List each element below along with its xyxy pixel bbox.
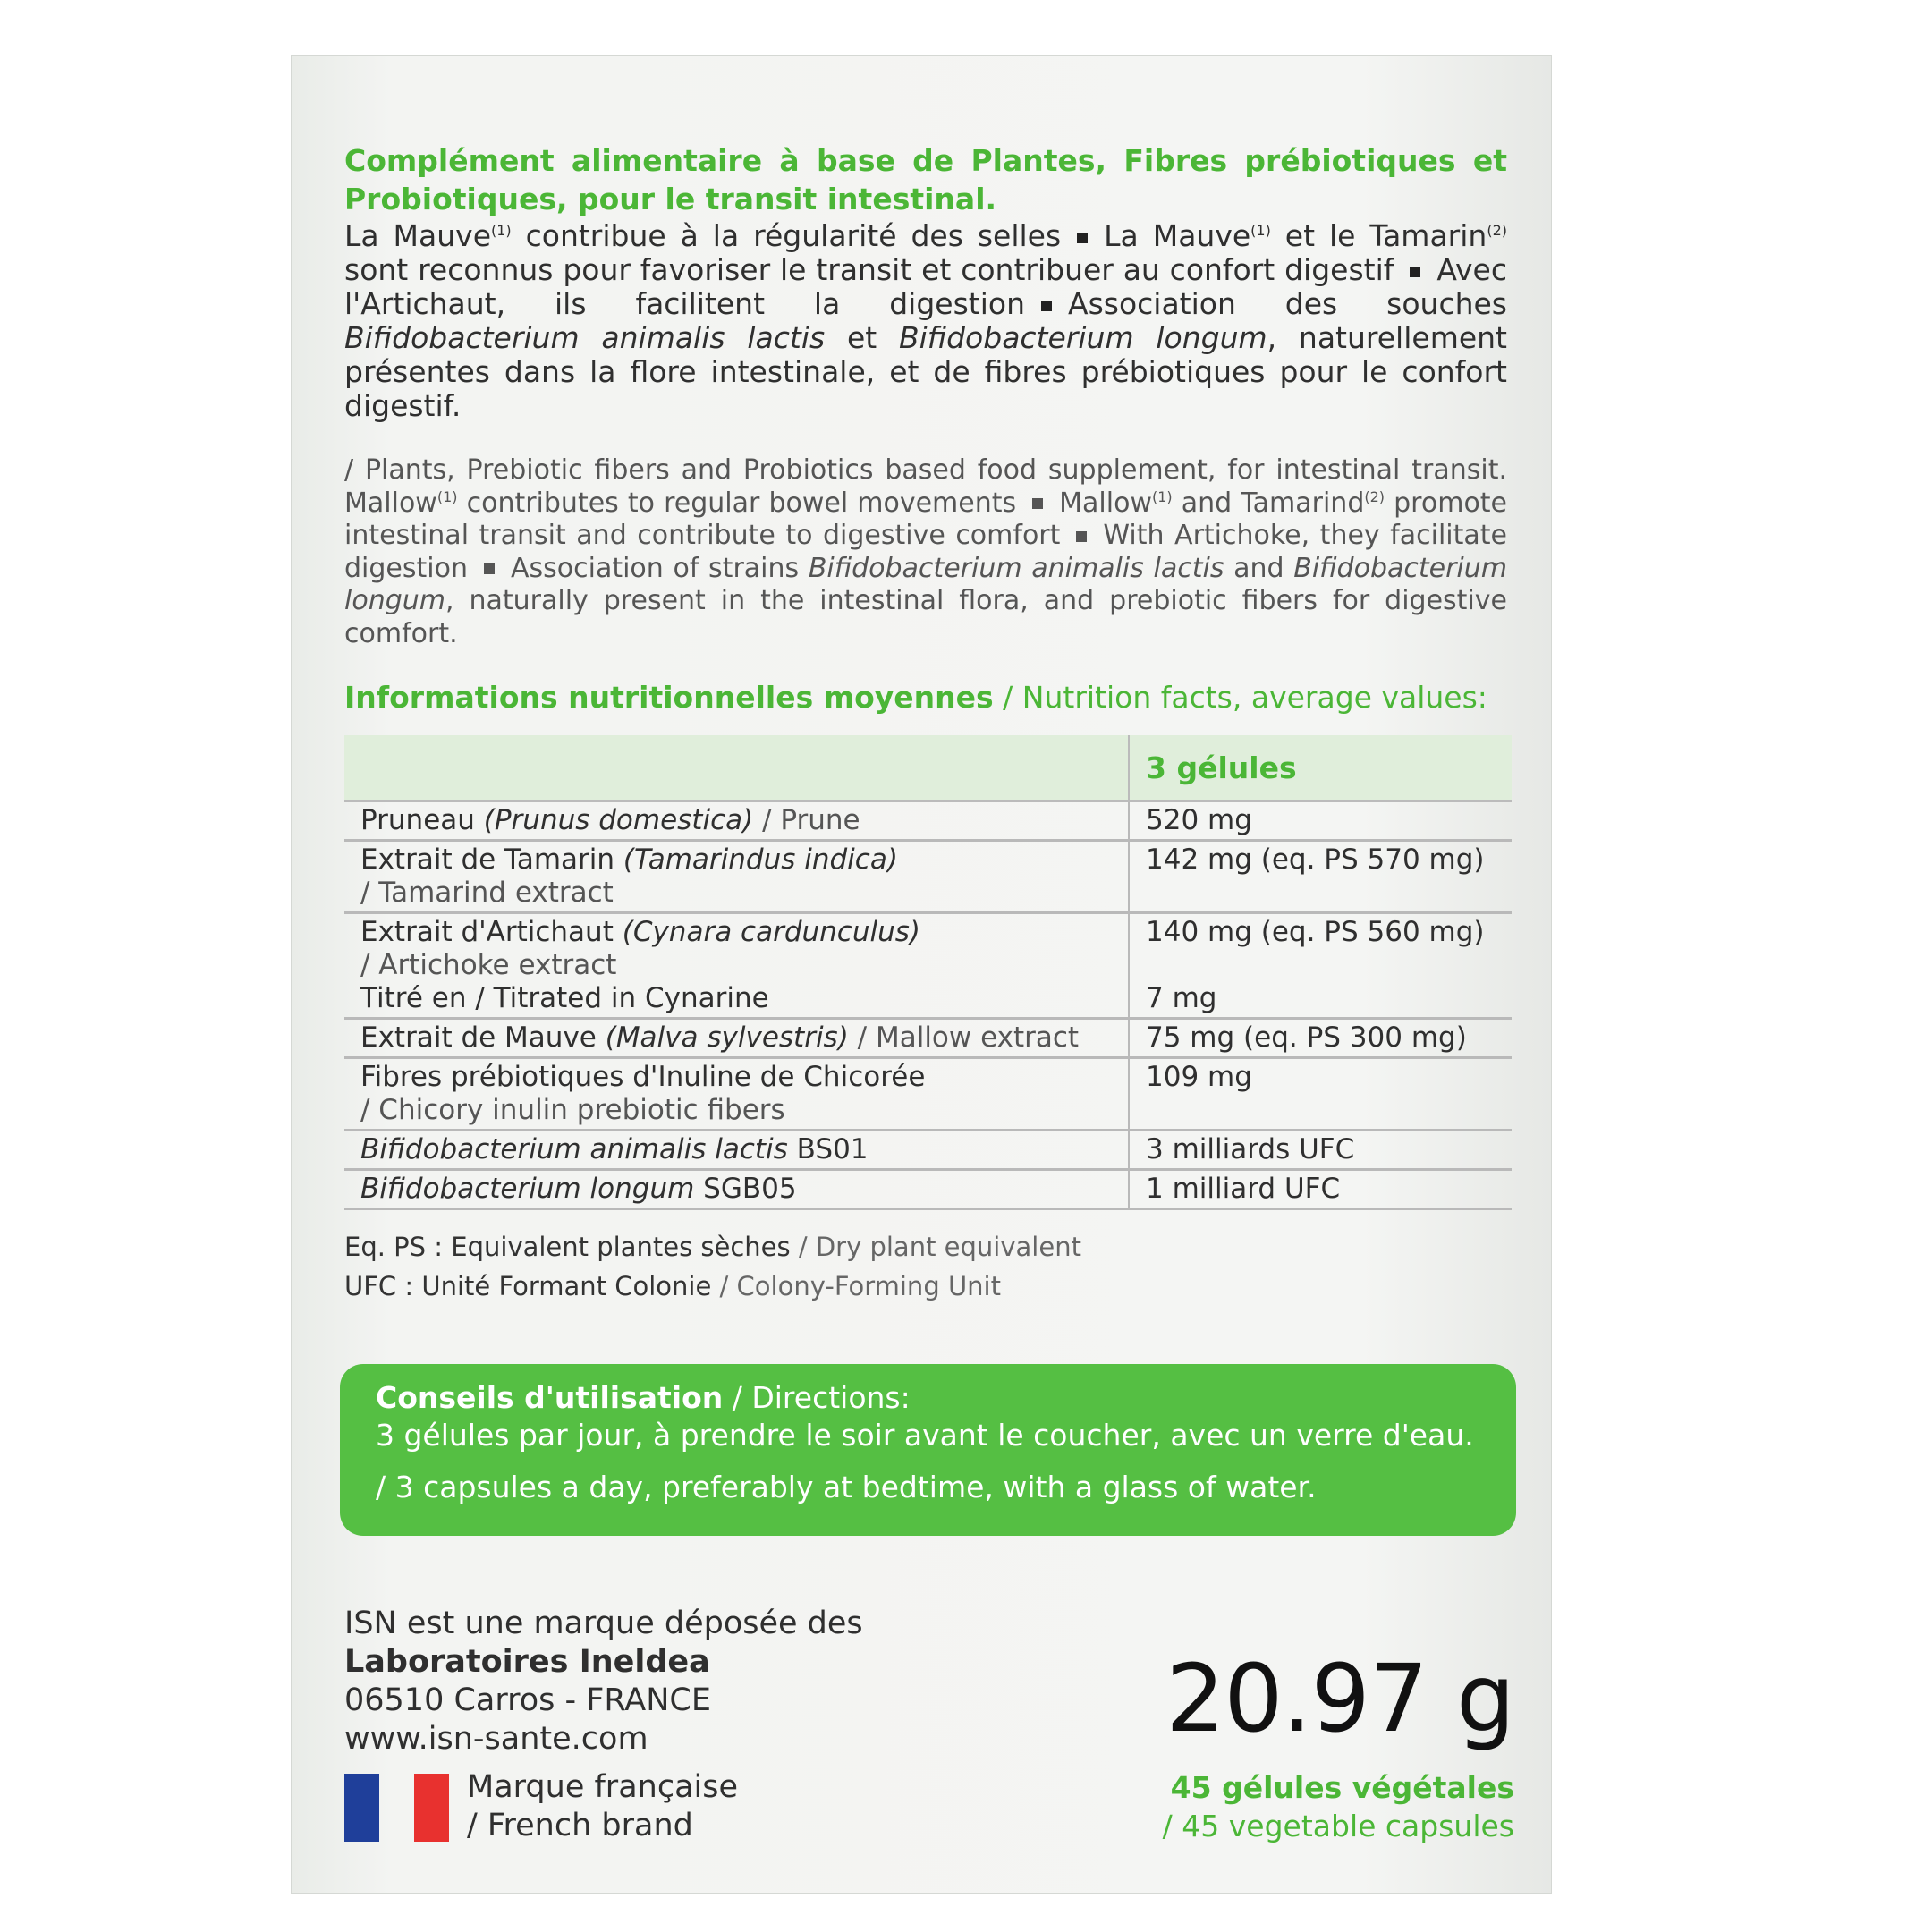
strain-code: BS01 [787,1133,869,1165]
value-cell: 75 mg (eq. PS 300 mg) [1129,1019,1512,1058]
text: / Plants, Prebiotic fibers and Probiotics based food supplement, for intestinal transit. Mallow [344,454,1507,519]
value-cell: 142 mg (eq. PS 570 mg) [1129,841,1512,913]
capsules-fr: 45 gélules végétales [1170,1770,1514,1805]
ingredient-cell [344,1131,1129,1170]
latin-name: Bifidobacterium animalis lactis [360,1133,788,1165]
bullet-square-icon [1410,267,1420,277]
footnote-en: / Dry plant equivalent [790,1232,1081,1262]
latin-name: Bifidobacterium longum [898,320,1267,355]
value: 140 mg (eq. PS 560 mg) [1146,916,1485,948]
value-cell: 109 mg [1129,1058,1512,1131]
footnote-ref: (1) [491,222,512,239]
text: , naturally present in the intestinal flora, and prebiotic fibers for digestive comfort. [344,585,1507,649]
text: With Artichoke, they facilitate digestion [344,520,1507,584]
nutrition-heading-fr: Informations nutritionnelles moyennes [344,680,994,715]
text: La Mauve [344,218,491,253]
ingredient-name: Extrait de Mauve [360,1021,606,1054]
bullet-square-icon [484,564,495,574]
text: Association des souches [1068,286,1507,321]
latin-name: (Prunus domestica) [483,804,754,836]
nutrition-heading-en: / Nutrition facts, average values: [993,680,1487,715]
footnote-fr: UFC : Unité Formant Colonie [344,1271,712,1301]
latin-name: (Cynara cardunculus) [622,916,920,948]
table-header-serving: 3 gélules [1129,735,1512,801]
directions-text-en: / 3 capsules a day, preferably at bedtime, with a glass of water. [376,1470,1317,1504]
maker-website: www.isn-sante.com [344,1721,648,1757]
french-flag-icon [344,1774,449,1842]
table-row [344,1131,1512,1170]
ingredient-en: / Artichoke extract [360,949,617,981]
directions-title-en: / Directions: [723,1380,911,1415]
bullet-square-icon [1032,498,1043,509]
text: La Mauve [1104,218,1251,253]
ingredient-en: / Tamarind extract [360,877,614,909]
ingredient-name: Fibres prébiotiques d'Inuline de Chicorée [360,1061,926,1093]
table-row [344,841,1512,913]
intro-title: Complément alimentaire à base de Plantes, Fibres prébiotiques et Probiotiques, pour le transit intestinal. [344,143,1507,216]
manufacturer-info [344,1605,863,1758]
maker-line: ISN est une marque déposée des [344,1606,863,1641]
text: and [1224,552,1294,584]
directions-title-fr: Conseils d'utilisation [376,1380,724,1415]
table-row [344,1019,1512,1058]
text: Mallow [1059,487,1152,519]
intro-english-text [344,454,1507,650]
ingredient-name: Extrait de Tamarin [360,843,623,876]
intro-french-text [344,219,1507,423]
ingredient-cell [344,1019,1129,1058]
nutrition-heading [344,680,1507,715]
value-cell: 1 milliard UFC [1129,1170,1512,1209]
table-row [344,801,1512,841]
brand-origin [467,1768,738,1845]
latin-name: Bifidobacterium longum [344,552,1507,616]
maker-address: 06510 Carros - FRANCE [344,1682,711,1718]
ingredient-en: / Chicory inulin prebiotic fibers [360,1094,785,1126]
text: sont reconnus pour favoriser le transit et contribuer au confort digestif [344,252,1394,287]
bullet-square-icon [1077,233,1088,243]
latin-name: Bifidobacterium animalis lactis [808,552,1224,584]
table-header-row [344,735,1512,801]
flag-blue-stripe [344,1774,379,1842]
footnote-eq [344,1227,1081,1267]
ingredient-cell [344,1058,1129,1131]
directions-panel [340,1364,1516,1536]
maker-company: Laboratoires Ineldea [344,1644,710,1680]
latin-name: (Tamarindus indica) [623,843,898,876]
ingredient-name: Pruneau [360,804,484,836]
capsules-en: / 45 vegetable capsules [1162,1809,1514,1843]
latin-name: (Malva sylvestris) [605,1021,849,1054]
bullet-square-icon [1041,301,1052,311]
net-weight: 20.97 g [1165,1644,1514,1753]
capsule-count [1163,1768,1514,1845]
text: et le Tamarin [1270,218,1487,253]
ingredient-cell [344,1170,1129,1209]
text: promote intestinal transit and contribute to digestive comfort [344,487,1508,551]
text: et [825,320,899,355]
ingredient-cell [344,913,1129,1019]
footnote-ref: (1) [1250,222,1271,239]
ingredient-en: / Prune [753,804,860,836]
table-header-empty [344,735,1129,801]
text: contributes to regular bowel movements [457,487,1017,519]
footnote-en: / Colony-Forming Unit [711,1271,1001,1301]
table-row [344,1058,1512,1131]
ingredient-cell [344,841,1129,913]
latin-name: Bifidobacterium animalis lactis [344,320,826,355]
footnote-ref: (2) [1364,487,1385,505]
ingredient-sub: Titré en / Titrated in Cynarine [360,982,769,1014]
text: Association of strains [510,552,809,584]
brand-en: / French brand [467,1808,693,1843]
bullet-square-icon [1076,531,1087,542]
text: , naturellement présentes dans la flore intestinale, et de fibres prébiotiques pour le confort digestif. [344,320,1507,423]
strain-code: SGB05 [694,1173,797,1205]
footnote-fr: Eq. PS : Equivalent plantes sèches [344,1232,791,1262]
footnote-ref: (1) [1151,487,1173,505]
directions-title [376,1380,911,1415]
table-row [344,1170,1512,1209]
text: Avec l'Artichaut, ils facilitent la digestion [344,252,1507,321]
flag-red-stripe [414,1774,449,1842]
value-cell [1129,913,1512,1019]
value-cell: 520 mg [1129,801,1512,841]
latin-name: Bifidobacterium longum [360,1173,695,1205]
ingredient-name: Extrait d'Artichaut [360,916,623,948]
table-row [344,913,1512,1019]
footnote-ref: (2) [1487,222,1507,239]
sub-value: 7 mg [1146,982,1217,1014]
ingredient-cell [344,801,1129,841]
footnote-ref: (1) [436,487,458,505]
footnote-ufc [344,1267,1081,1306]
nutrition-table [344,735,1512,1210]
value-cell: 3 milliards UFC [1129,1131,1512,1170]
text: contribue à la régularité des selles [511,218,1062,253]
text: and Tamarind [1172,487,1365,519]
footnotes [344,1227,1081,1306]
directions-text-fr: 3 gélules par jour, à prendre le soir avant le coucher, avec un verre d'eau. [376,1418,1474,1453]
brand-fr: Marque française [467,1769,739,1805]
ingredient-en: / Mallow extract [848,1021,1080,1054]
